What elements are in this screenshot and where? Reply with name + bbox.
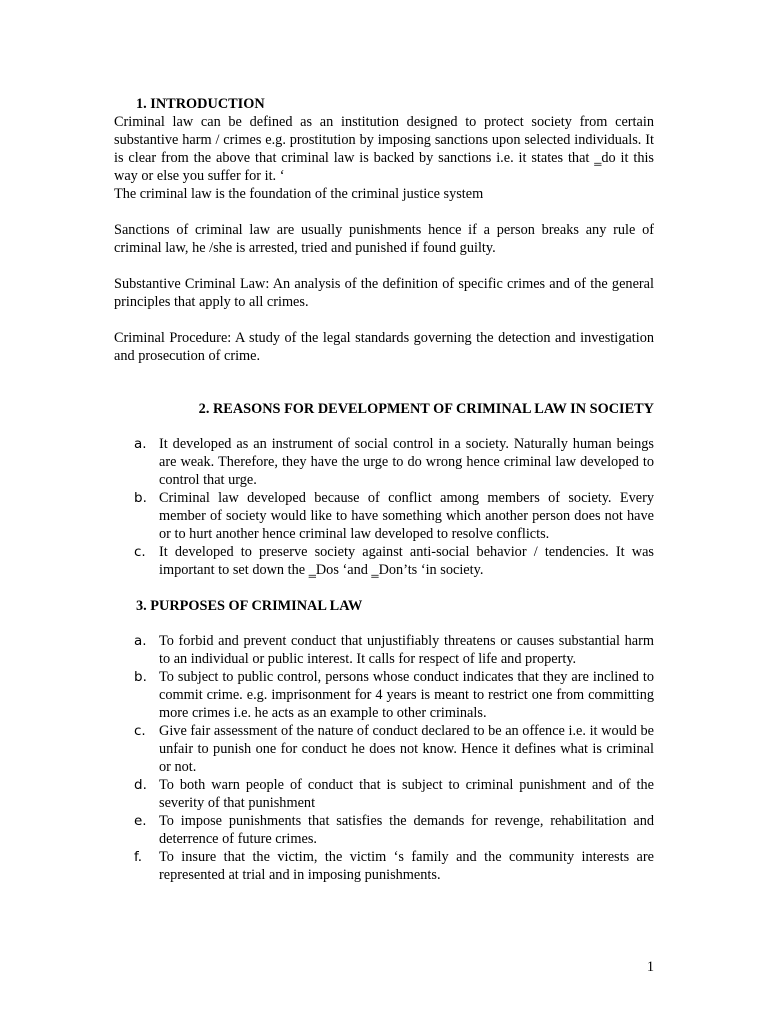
intro-paragraph-5: Criminal Procedure: A study of the legal standards governing the detection and investigation and prosecution of crime. [114, 330, 654, 364]
list-marker: c. [134, 723, 146, 739]
list-marker: f. [134, 849, 143, 865]
list-item-text: To impose punishments that satisfies the demands for revenge, rehabilitation and deterrence of future crimes. [159, 813, 654, 847]
list-marker: b. [134, 669, 147, 685]
reasons-list [114, 435, 654, 579]
purposes-list [114, 632, 654, 884]
list-marker: a. [134, 436, 147, 452]
list-item [114, 848, 654, 884]
intro-paragraph-3: Sanctions of criminal law are usually punishments hence if a person breaks any rule of criminal law, he /she is arrested, tried and punished if found guilty. [114, 222, 654, 256]
list-item [114, 543, 654, 579]
list-marker: b. [134, 490, 147, 506]
list-item-text: To forbid and prevent conduct that unjustifiably threatens or causes substantial harm to an individual or public interest. It calls for respect of life and property. [159, 633, 654, 667]
list-item [114, 668, 654, 722]
list-item-text: To both warn people of conduct that is subject to criminal punishment and of the severity of that punishment [159, 777, 654, 811]
list-item [114, 435, 654, 489]
list-item-text: Give fair assessment of the nature of conduct declared to be an offence i.e. it would be unfair to punish one for conduct he does not know. Hence it defines what is criminal or not. [159, 723, 654, 775]
list-marker: c. [134, 544, 146, 560]
intro-paragraph-4: Substantive Criminal Law: An analysis of the definition of specific crimes and of the general principles that apply to all crimes. [114, 276, 654, 310]
list-item [114, 722, 654, 776]
list-item-text: Criminal law developed because of conflict among members of society. Every member of society would like to have something which another person does not have or to hurt another hence criminal law developed to resolve conflicts. [159, 490, 654, 542]
section-heading-reasons: 2. REASONS FOR DEVELOPMENT OF CRIMINAL LAW IN SOCIETY [198, 401, 654, 417]
intro-paragraph-2: The criminal law is the foundation of the criminal justice system [114, 186, 484, 202]
list-marker: e. [134, 813, 147, 829]
intro-paragraph-1: Criminal law can be defined as an institution designed to protect society from certain substantive harm / crimes e.g. prostitution by imposing sanctions upon selected individuals. It is clear from the above that criminal law is backed by sanctions i.e. it states that ‗do it this way or else you suffer for it. ‘ [114, 114, 654, 184]
list-item [114, 776, 654, 812]
list-item-text: To subject to public control, persons whose conduct indicates that they are inclined to commit crime. e.g. imprisonment for 4 years is meant to restrict one from committing more crimes i.e. he acts as an example to other criminals. [159, 669, 654, 721]
section-heading-introduction: 1. INTRODUCTION [136, 96, 265, 112]
list-marker: d. [134, 777, 147, 793]
list-item-text: It developed to preserve society against anti-social behavior / tendencies. It was important to set down the ‗Dos ‘and ‗Don’ts ‘in society. [159, 544, 654, 578]
document-page [114, 95, 654, 884]
list-item [114, 632, 654, 668]
page-number: 1 [646, 959, 654, 975]
list-item-text: It developed as an instrument of social control in a society. Naturally human beings are weak. Therefore, they have the urge to do wrong hence criminal law developed to control that urge. [159, 436, 654, 488]
section-heading-purposes: 3. PURPOSES OF CRIMINAL LAW [136, 598, 363, 614]
list-marker: a. [134, 633, 147, 649]
list-item [114, 812, 654, 848]
list-item-text: To insure that the victim, the victim ‘s family and the community interests are represented at trial and in imposing punishments. [159, 849, 654, 883]
list-item [114, 489, 654, 543]
